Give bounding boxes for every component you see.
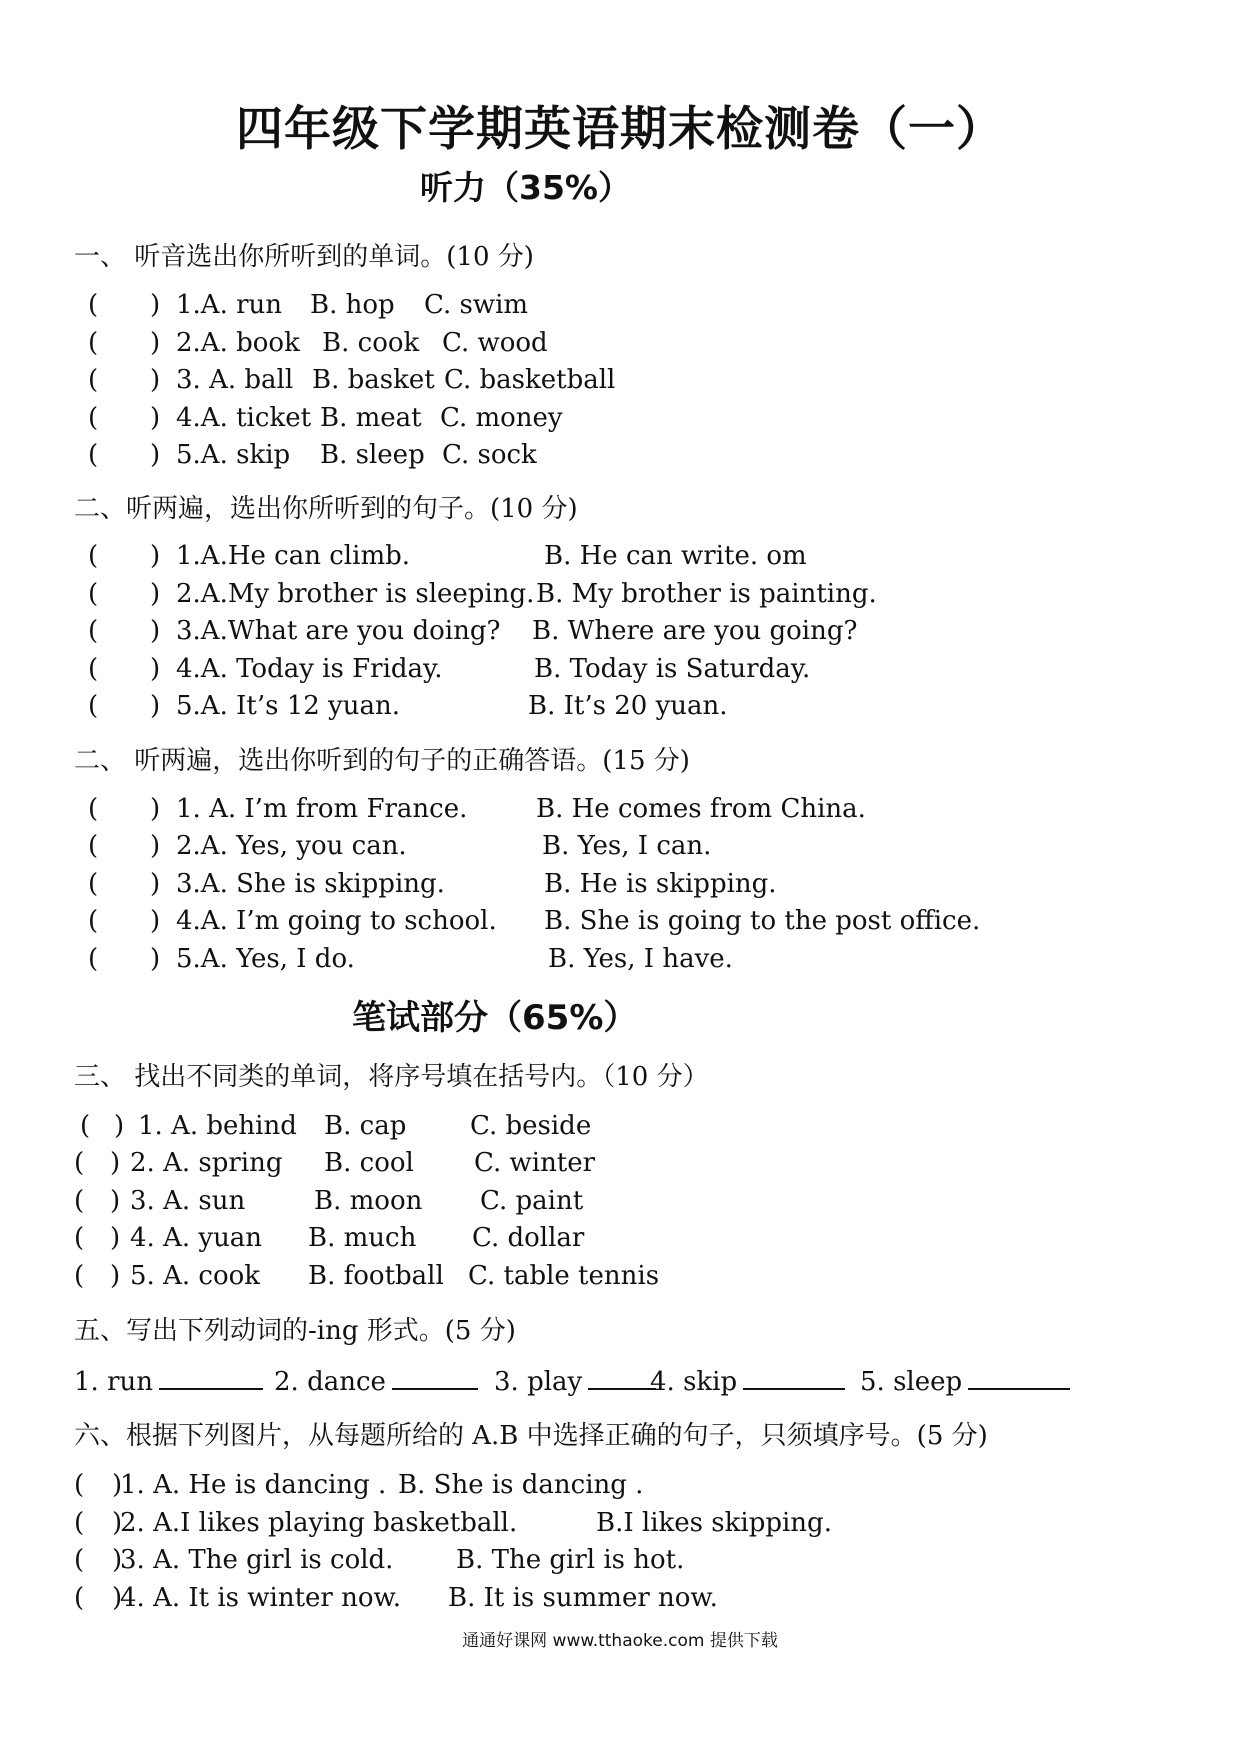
answer-paren-open[interactable]: ( [74, 1470, 85, 1500]
answer-paren-open[interactable]: ( [74, 1508, 85, 1538]
option-b: B. cool [324, 1148, 414, 1178]
option-b: B. hop [310, 290, 395, 320]
option-c: C. paint [480, 1186, 584, 1216]
answer-paren-close: ) [112, 1470, 123, 1500]
option-b: B. Yes, I have. [548, 944, 733, 974]
section-6-heading: 六、根据下列图片，从每题所给的 A.B 中选择正确的句子，只须填序号。(5 分) [74, 1421, 988, 1451]
option-a: 2. A. spring [130, 1148, 283, 1178]
ing-item [650, 1364, 845, 1399]
answer-paren-close: ) [150, 440, 161, 470]
answer-paren-close: ) [114, 1111, 125, 1141]
section-2-heading: 二、听两遍，选出你所听到的句子。(10 分) [74, 494, 578, 524]
ing-item [860, 1364, 1070, 1399]
option-b: B. He is skipping. [544, 869, 777, 899]
option-a: 2.A. book [176, 328, 300, 358]
option-a: 5.A. It’s 12 yuan. [176, 691, 400, 721]
option-a: 1. A. behind [138, 1111, 297, 1141]
option-c: C. money [440, 403, 563, 433]
page-title: 四年级下学期英语期末检测卷（一） [236, 102, 1004, 157]
answer-paren-close: ) [110, 1186, 121, 1216]
answer-paren-close: ) [150, 579, 161, 609]
answer-paren-close: ) [112, 1545, 123, 1575]
answer-paren-open[interactable]: ( [88, 944, 99, 974]
answer-paren-close: ) [150, 616, 161, 646]
section-3-heading: 二、 听两遍，选出你听到的句子的正确答语。(15 分) [74, 746, 690, 776]
option-b: B. cap [324, 1111, 407, 1141]
option-b: B. much [308, 1223, 417, 1253]
option-b: B. The girl is hot. [456, 1545, 685, 1575]
option-a: 5.A. Yes, I do. [176, 944, 355, 974]
ing-item [274, 1364, 478, 1399]
option-c: C. winter [474, 1148, 596, 1178]
answer-paren-open[interactable]: ( [74, 1545, 85, 1575]
answer-paren-close: ) [150, 794, 161, 824]
answer-paren-close: ) [150, 365, 161, 395]
answer-blank[interactable] [159, 1364, 263, 1390]
answer-blank[interactable] [968, 1364, 1070, 1390]
answer-paren-open[interactable]: ( [80, 1111, 91, 1141]
option-b: B. Where are you going? [532, 616, 858, 646]
answer-paren-open[interactable]: ( [88, 654, 99, 684]
answer-paren-close: ) [150, 290, 161, 320]
option-a: 3.A. She is skipping. [176, 869, 445, 899]
option-b: B. She is going to the post office. [544, 906, 981, 936]
option-b: B. meat [320, 403, 422, 433]
answer-paren-close: ) [150, 541, 161, 571]
option-b: B. She is dancing . [398, 1470, 644, 1500]
option-a: 3. A. ball [176, 365, 294, 395]
option-a: 4. A. It is winter now. [120, 1583, 401, 1613]
answer-paren-open[interactable]: ( [88, 328, 99, 358]
answer-paren-close: ) [150, 831, 161, 861]
option-a: 3. A. sun [130, 1186, 246, 1216]
option-b: B. It’s 20 yuan. [528, 691, 728, 721]
ing-word: 2. dance [274, 1367, 386, 1397]
answer-paren-open[interactable]: ( [88, 616, 99, 646]
answer-paren-open[interactable]: ( [88, 290, 99, 320]
option-a: 2.A.My brother is sleeping. [176, 579, 535, 609]
option-b: B. My brother is painting. [536, 579, 877, 609]
option-c: C. swim [424, 290, 529, 320]
ing-item [74, 1364, 263, 1399]
option-b: B. It is summer now. [448, 1583, 718, 1613]
option-a: 1. A. He is dancing . [120, 1470, 387, 1500]
option-a: 1.A.He can climb. [176, 541, 410, 571]
option-a: 4. A. yuan [130, 1223, 263, 1253]
answer-paren-close: ) [150, 654, 161, 684]
answer-paren-close: ) [112, 1583, 123, 1613]
answer-paren-open[interactable]: ( [88, 440, 99, 470]
option-c: C. table tennis [468, 1261, 660, 1291]
answer-paren-open[interactable]: ( [88, 541, 99, 571]
answer-paren-open[interactable]: ( [74, 1186, 85, 1216]
answer-paren-open[interactable]: ( [88, 831, 99, 861]
option-b: B. He comes from China. [536, 794, 866, 824]
answer-paren-close: ) [150, 944, 161, 974]
answer-paren-open[interactable]: ( [88, 906, 99, 936]
option-a: 2. A.I likes playing basketball. [120, 1508, 518, 1538]
answer-paren-open[interactable]: ( [74, 1583, 85, 1613]
answer-paren-open[interactable]: ( [74, 1148, 85, 1178]
ing-item [494, 1364, 656, 1399]
answer-paren-close: ) [150, 906, 161, 936]
option-c: C. basketball [444, 365, 616, 395]
option-a: 2.A. Yes, you can. [176, 831, 407, 861]
section-4-heading: 三、 找出不同类的单词，将序号填在括号内。（10 分） [74, 1062, 709, 1092]
option-a: 5.A. skip [176, 440, 291, 470]
answer-paren-open[interactable]: ( [88, 403, 99, 433]
answer-paren-open[interactable]: ( [74, 1261, 85, 1291]
answer-blank[interactable] [588, 1364, 656, 1390]
option-a: 1.A. run [176, 290, 283, 320]
answer-paren-close: ) [150, 403, 161, 433]
answer-paren-open[interactable]: ( [74, 1223, 85, 1253]
answer-paren-open[interactable]: ( [88, 691, 99, 721]
answer-paren-open[interactable]: ( [88, 579, 99, 609]
option-a: 3. A. The girl is cold. [120, 1545, 394, 1575]
option-a: 4.A. Today is Friday. [176, 654, 443, 684]
option-c: C. wood [442, 328, 548, 358]
option-b: B. basket [312, 365, 435, 395]
ing-word: 1. run [74, 1367, 153, 1397]
section-1-heading: 一、 听音选出你所听到的单词。(10 分) [74, 242, 534, 272]
answer-paren-close: ) [150, 691, 161, 721]
option-b: B. football [308, 1261, 444, 1291]
option-a: 5. A. cook [130, 1261, 260, 1291]
option-c: C. sock [442, 440, 537, 470]
answer-paren-close: ) [150, 869, 161, 899]
option-b: B. cook [322, 328, 420, 358]
answer-paren-close: ) [110, 1261, 121, 1291]
ing-word: 4. skip [650, 1367, 738, 1397]
section-5-heading: 五、写出下列动词的-ing 形式。(5 分) [74, 1316, 516, 1346]
option-c: C. beside [470, 1111, 592, 1141]
option-b: B. He can write. om [544, 541, 807, 571]
answer-blank[interactable] [743, 1364, 845, 1390]
option-b: B.I likes skipping. [596, 1508, 832, 1538]
answer-paren-open[interactable]: ( [88, 365, 99, 395]
listening-heading: 听力（35%） [420, 168, 631, 207]
option-b: B. Yes, I can. [542, 831, 712, 861]
answer-blank[interactable] [392, 1364, 478, 1390]
answer-paren-open[interactable]: ( [88, 869, 99, 899]
ing-word: 3. play [494, 1367, 583, 1397]
option-a: 4.A. ticket [176, 403, 312, 433]
answer-paren-close: ) [112, 1508, 123, 1538]
answer-paren-open[interactable]: ( [88, 794, 99, 824]
written-heading: 笔试部分（65%） [352, 998, 638, 1038]
option-b: B. Today is Saturday. [534, 654, 811, 684]
option-a: 3.A.What are you doing? [176, 616, 501, 646]
page-footer: 通通好课网 www.tthaoke.com 提供下载 [462, 1631, 778, 1651]
answer-paren-close: ) [110, 1223, 121, 1253]
option-b: B. sleep [320, 440, 425, 470]
option-c: C. dollar [472, 1223, 585, 1253]
answer-paren-close: ) [110, 1148, 121, 1178]
option-a: 4.A. I’m going to school. [176, 906, 497, 936]
answer-paren-close: ) [150, 328, 161, 358]
option-a: 1. A. I’m from France. [176, 794, 468, 824]
ing-word: 5. sleep [860, 1367, 963, 1397]
option-b: B. moon [314, 1186, 423, 1216]
